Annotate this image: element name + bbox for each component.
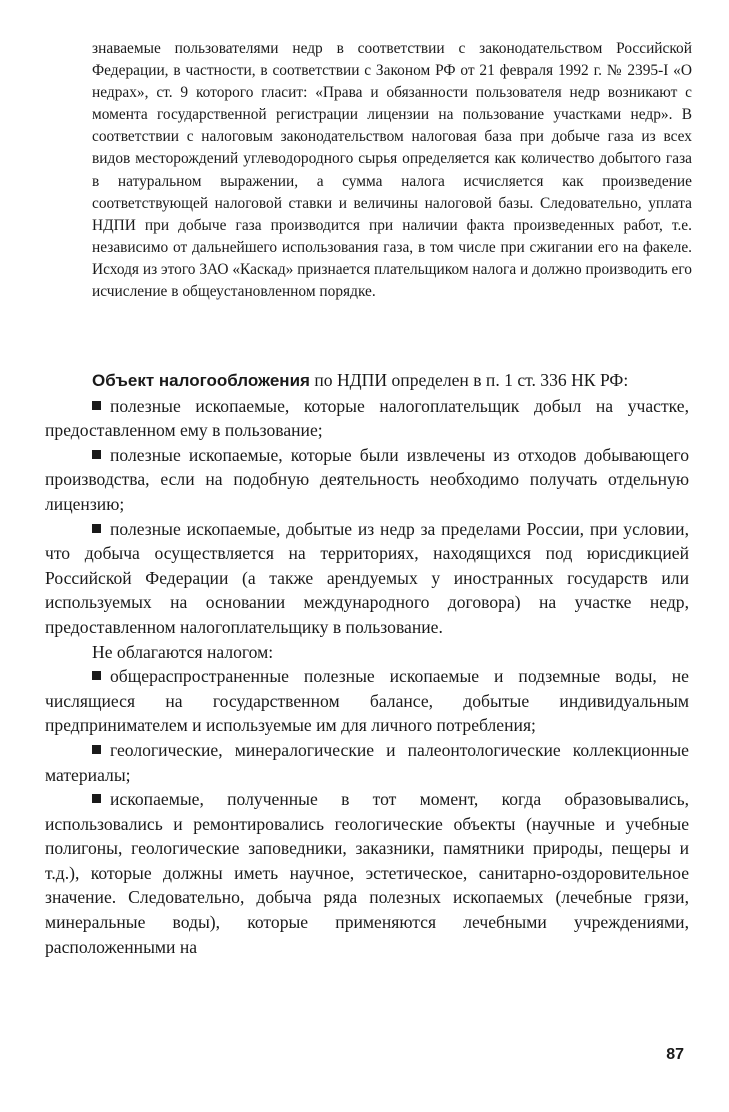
- not-taxed-item: [45, 787, 689, 959]
- taxed-item: [45, 394, 689, 443]
- taxed-item-text: полезные ископаемые, добытые из недр за пределами России, при условии, что добыча осуществляется на территориях, находящихся под юрисдикцией Российской Федерации (а также арендуемых у иностранных государств или используемых на основании международного договора) на участке недр, предоставленном налогоплательщику в пользование.: [45, 518, 689, 637]
- intro-paragraph: знаваемые пользователями недр в соответствии с законодательством Российской Федерации, в частности, в соответствии с Законом РФ от 21 февраля 1992 г. № 2395-I «О недрах», ст. 9 которого гласит: «Права и обязанности пользователя недр возникают с момента государственной регистрации лицензии на пользование участками недр». В соответствии с налоговым законодательством налоговая база при добыче газа из всех видов месторождений углеводородного сырья определяется как количество добытого газа в натуральном выражении, а сумма налога исчисляется как произведение соответствующей налоговой ставки и величины налоговой базы. Следовательно, уплата НДПИ при добыче газа производится при наличии факта произведенных работ, т.е. независимо от дальнейшего использования газа, в том числе при сжигании его на факеле. Исходя из этого ЗАО «Каскад» признается плательщиком налога и должно производить его исчисление в общеустановленном порядке.: [92, 40, 692, 301]
- object-definition-paragraph: [45, 368, 689, 394]
- square-bullet-icon: [92, 450, 101, 459]
- square-bullet-icon: [92, 524, 101, 533]
- page-number: 87: [666, 1046, 684, 1063]
- not-taxed-heading: Не облагаются налогом:: [92, 641, 274, 662]
- main-text-block: [45, 368, 689, 959]
- object-lead-term: Объект налогообложения: [92, 371, 310, 390]
- not-taxed-item: [45, 664, 689, 738]
- not-taxed-item-text: геологические, минералогические и палеонтологические коллекционные материалы;: [45, 739, 689, 785]
- intro-paragraph-block: [92, 38, 692, 303]
- not-taxed-item-text: ископаемые, полученные в тот момент, когда образовывались, использовались и ремонтировались геологические объекты (научные и учебные полигоны, геологические заповедники, заказники, памятники природы, пещеры и т.д.), которые должны иметь научное, эстетическое, санитарно-оздоровительное значение. Следовательно, добыча ряда полезных ископаемых (лечебные грязи, минеральные воды), которые применяются лечебными учреждениями, расположенными на: [45, 789, 689, 957]
- taxed-item-text: полезные ископаемые, которые были извлечены из отходов добывающего производства, если на подобную деятельность необходимо получать отдельную лицензию;: [45, 444, 689, 514]
- square-bullet-icon: [92, 401, 101, 410]
- square-bullet-icon: [92, 794, 101, 803]
- taxed-item: [45, 517, 689, 640]
- taxed-item: [45, 443, 689, 517]
- square-bullet-icon: [92, 745, 101, 754]
- not-taxed-item-text: общераспространенные полезные ископаемые и подземные воды, не числящиеся на государственном балансе, добытые индивидуальным предпринимателем и используемые им для личного потребления;: [45, 666, 689, 736]
- square-bullet-icon: [92, 671, 101, 680]
- taxed-item-text: полезные ископаемые, которые налогоплательщик добыл на участке, предоставленном ему в пользование;: [45, 395, 689, 441]
- object-definition-text: по НДПИ определен в п. 1 ст. 336 НК РФ:: [309, 370, 629, 390]
- not-taxed-item: [45, 738, 689, 787]
